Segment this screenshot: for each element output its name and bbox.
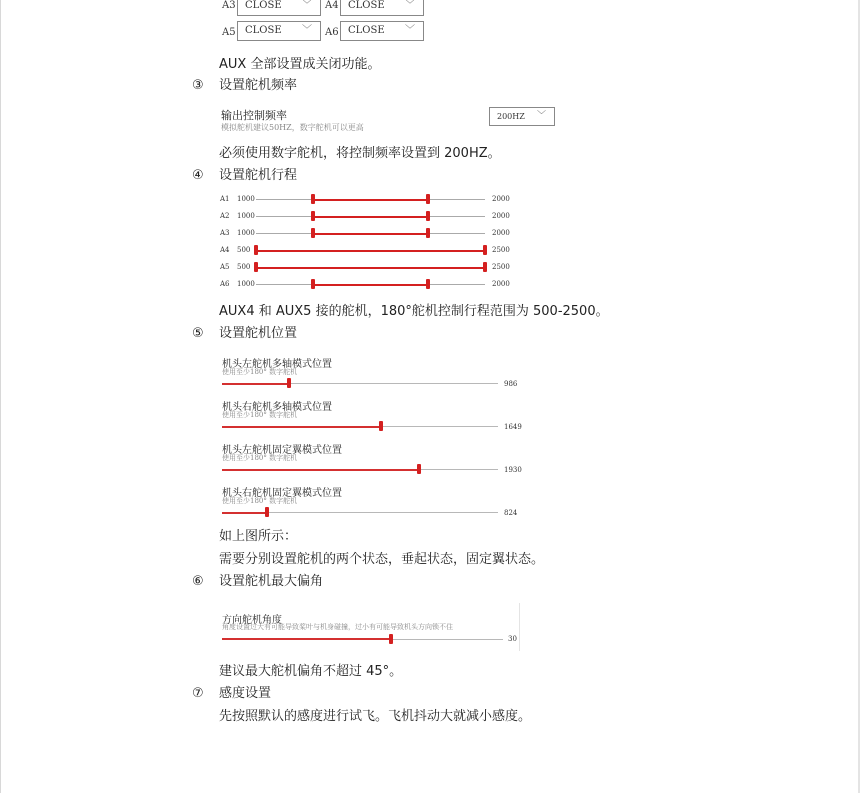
section4-number: ④ xyxy=(192,168,204,183)
chevron-down-icon: ﹀ xyxy=(302,0,312,11)
range-row-fill xyxy=(313,233,428,235)
aux-select-a6[interactable]: CLOSE ﹀ xyxy=(340,21,424,41)
position-slider-value: 1930 xyxy=(504,466,522,474)
section7-number: ⑦ xyxy=(192,686,204,701)
position-slider-handle[interactable] xyxy=(265,507,269,517)
section3-title: 设置舵机频率 xyxy=(219,78,298,93)
position-slider-title: 机头左舵机多轴模式位置 xyxy=(222,359,332,370)
range-row-label: A1 xyxy=(220,195,230,203)
position-slider-title: 机头右舵机多轴模式位置 xyxy=(222,402,332,413)
position-slider-subtitle: 使用至少180° 数字舵机 xyxy=(222,454,298,462)
section5-note1: 如上图所示： xyxy=(219,529,298,544)
position-slider-subtitle: 使用至少180° 数字舵机 xyxy=(222,411,298,419)
position-slider-value: 986 xyxy=(504,380,518,388)
frequency-select[interactable]: 200HZ ﹀ xyxy=(489,107,555,126)
range-row-label: A5 xyxy=(220,263,230,271)
range-row-max: 2000 xyxy=(492,195,510,203)
range-row-max-handle[interactable] xyxy=(426,211,430,221)
range-row-fill xyxy=(256,250,485,252)
angle-panel-border xyxy=(519,603,520,651)
position-slider-title: 机头右舵机固定翼模式位置 xyxy=(222,488,342,499)
range-row-max-handle[interactable] xyxy=(426,228,430,238)
range-row-min: 500 xyxy=(237,263,251,271)
range-row-max: 2000 xyxy=(492,280,510,288)
aux-select-a3[interactable]: CLOSE ﹀ xyxy=(237,0,321,16)
aux-note: AUX 全部设置成关闭功能。 xyxy=(219,57,381,72)
range-row-max-handle[interactable] xyxy=(483,245,487,255)
section6-number: ⑥ xyxy=(192,574,204,589)
angle-panel-title: 方向舵机角度 xyxy=(222,615,282,626)
range-row-label: A4 xyxy=(220,246,230,254)
range-row-max-handle[interactable] xyxy=(426,279,430,289)
range-row-min-handle[interactable] xyxy=(311,279,315,289)
range-row-max: 2500 xyxy=(492,263,510,271)
range-row-max: 2000 xyxy=(492,212,510,220)
frequency-panel-title: 输出控制频率 xyxy=(221,109,287,122)
position-slider-fill xyxy=(222,426,381,428)
angle-slider-value: 30 xyxy=(508,635,517,643)
position-slider-fill xyxy=(222,469,419,471)
range-row-fill xyxy=(313,284,428,286)
section6-note: 建议最大舵机偏角不超过 45°。 xyxy=(219,664,403,679)
position-slider-subtitle: 使用至少180° 数字舵机 xyxy=(222,497,298,505)
position-slider-fill xyxy=(222,512,267,514)
section6-title: 设置舵机最大偏角 xyxy=(219,574,324,589)
range-row-fill xyxy=(313,199,428,201)
range-row-min-handle[interactable] xyxy=(254,262,258,272)
section5-number: ⑤ xyxy=(192,326,204,341)
angle-panel-subtitle: 角度设置过大有可能导致桨叶与机身碰撞，过小有可能导致机头方向锁不住 xyxy=(222,623,453,631)
aux-label-a3: A3 xyxy=(222,0,236,11)
aux-select-a4[interactable]: CLOSE ﹀ xyxy=(340,0,424,16)
range-row-label: A6 xyxy=(220,280,230,288)
range-row-min: 1000 xyxy=(237,229,255,237)
section4-title: 设置舵机行程 xyxy=(219,168,298,183)
range-row-max: 2500 xyxy=(492,246,510,254)
section4-note: AUX4 和 AUX5 接的舵机，180°舵机控制行程范围为 500-2500。 xyxy=(219,304,609,319)
range-row-label: A2 xyxy=(220,212,230,220)
chevron-down-icon: ﹀ xyxy=(405,25,415,36)
angle-slider-handle[interactable] xyxy=(389,634,393,644)
range-row-min-handle[interactable] xyxy=(311,228,315,238)
range-row-fill xyxy=(313,216,428,218)
position-slider-handle[interactable] xyxy=(379,421,383,431)
range-row-fill xyxy=(256,267,485,269)
range-row-label: A3 xyxy=(220,229,230,237)
section3-number: ③ xyxy=(192,78,204,93)
aux-label-a6: A6 xyxy=(325,27,339,38)
frequency-panel-subtitle: 模拟舵机建议50HZ，数字舵机可以更高 xyxy=(221,123,364,132)
chevron-down-icon: ﹀ xyxy=(536,111,546,121)
section5-title: 设置舵机位置 xyxy=(219,326,298,341)
position-slider-value: 1649 xyxy=(504,423,522,431)
range-row-max-handle[interactable] xyxy=(426,194,430,204)
aux-select-a5[interactable]: CLOSE ﹀ xyxy=(237,21,321,41)
section5-note2: 需要分别设置舵机的两个状态，垂起状态，固定翼状态。 xyxy=(219,552,545,567)
position-slider-title: 机头左舵机固定翼模式位置 xyxy=(222,445,342,456)
range-row-max-handle[interactable] xyxy=(483,262,487,272)
page-left-border xyxy=(0,0,1,793)
range-row-min: 1000 xyxy=(237,280,255,288)
section7-title: 感度设置 xyxy=(219,686,272,701)
section3-note: 必须使用数字舵机，将控制频率设置到 200HZ。 xyxy=(219,146,501,161)
position-slider-value: 824 xyxy=(504,509,518,517)
aux-label-a4: A4 xyxy=(325,0,339,11)
range-row-min: 1000 xyxy=(237,212,255,220)
range-row-max: 2000 xyxy=(492,229,510,237)
position-slider-fill xyxy=(222,383,289,385)
aux-label-a5: A5 xyxy=(222,27,236,38)
section7-note: 先按照默认的感度进行试飞。飞机抖动大就减小感度。 xyxy=(219,709,532,724)
range-row-min: 1000 xyxy=(237,195,255,203)
range-row-min-handle[interactable] xyxy=(254,245,258,255)
chevron-down-icon: ﹀ xyxy=(405,0,415,11)
chevron-down-icon: ﹀ xyxy=(302,25,312,36)
range-row-min-handle[interactable] xyxy=(311,211,315,221)
position-slider-handle[interactable] xyxy=(417,464,421,474)
angle-slider-fill xyxy=(222,638,391,640)
range-row-min: 500 xyxy=(237,246,251,254)
position-slider-subtitle: 使用至少180° 数字舵机 xyxy=(222,368,298,376)
range-row-min-handle[interactable] xyxy=(311,194,315,204)
position-slider-handle[interactable] xyxy=(287,378,291,388)
